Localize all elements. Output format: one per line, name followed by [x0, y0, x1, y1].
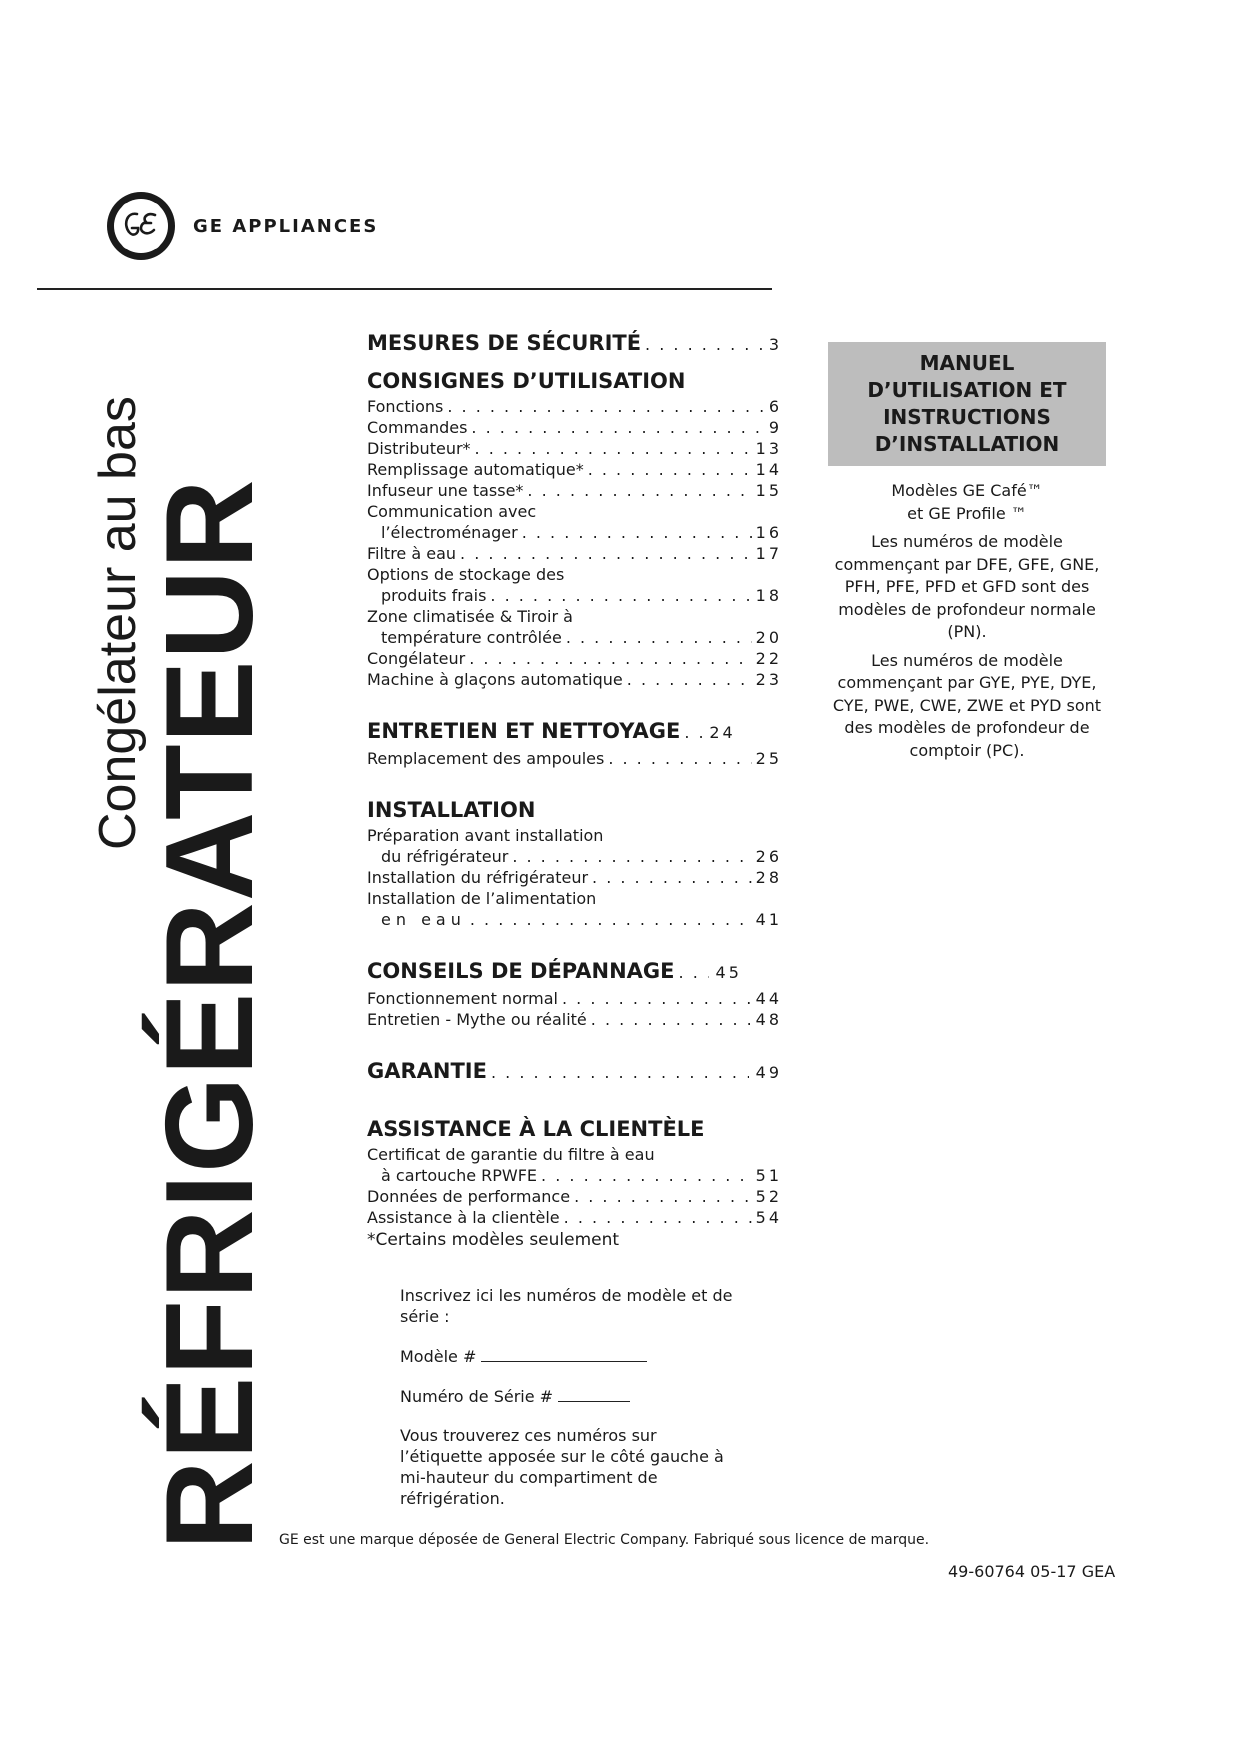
toc-entry: Certificat de garantie du filtre à eau	[367, 1145, 655, 1164]
toc-entry[interactable]: Assistance à la clientèle . . . 54	[367, 1207, 782, 1228]
badge-line: D’INSTALLATION	[874, 432, 1060, 456]
brand-header	[105, 190, 378, 262]
toc-entry[interactable]: Données de performance . . . 52	[367, 1186, 782, 1207]
badge-line: D’UTILISATION ET	[867, 378, 1067, 402]
toc-entry: Installation de l’alimentation	[367, 889, 597, 908]
model-line[interactable]	[481, 1345, 647, 1362]
brand-name: GE APPLIANCES	[193, 215, 379, 237]
document-number: 49-60764 05-17 GEA	[948, 1562, 1116, 1581]
toc-section-heading[interactable]: CONSEILS DE DÉPANNAGE . . . 45	[367, 956, 782, 988]
ge-monogram-icon	[105, 190, 177, 262]
serial-field-row	[400, 1385, 740, 1407]
toc-entry: Communication avec	[367, 502, 537, 521]
record-intro: Inscrivez ici les numéros de modèle et de série :	[400, 1286, 733, 1326]
toc-entry[interactable]: l’électroménager . . . 16	[367, 522, 782, 543]
badge-line: INSTRUCTIONS	[883, 405, 1051, 429]
manual-type-badge	[828, 342, 1106, 466]
toc-section-installation	[367, 795, 782, 930]
toc-entry[interactable]: Distributeur* . . . 13	[367, 438, 782, 459]
serial-line[interactable]	[558, 1385, 630, 1402]
toc-section-assistance	[367, 1114, 782, 1228]
model-brands: Modèles GE Café™ et GE Profile ™	[891, 481, 1043, 523]
toc-entry[interactable]: Installation du réfrigérateur . . . 28	[367, 867, 782, 888]
toc-entry: Préparation avant installation	[367, 826, 604, 845]
toc-entry: Options de stockage des	[367, 565, 565, 584]
toc-entry[interactable]: Congélateur . . . 22	[367, 648, 782, 669]
vertical-title-sub: Congélateur au bas	[89, 396, 147, 850]
model-field-row	[400, 1345, 740, 1367]
toc-section-heading[interactable]: ENTRETIEN ET NETTOYAGE . . . 24	[367, 716, 782, 748]
toc-section-maintenance	[367, 716, 782, 769]
toc-entry: Zone climatisée & Tiroir à	[367, 607, 573, 626]
toc-section-heading: INSTALLATION	[367, 798, 536, 822]
badge-line: MANUEL	[919, 351, 1015, 375]
footnote: *Certains modèles seulement	[367, 1230, 620, 1250]
toc-section-usage	[367, 366, 782, 690]
toc-entry[interactable]: température contrôlée . . . 20	[367, 627, 782, 648]
toc-section-security	[367, 328, 782, 360]
toc-entry[interactable]: en eau . . . 41	[367, 909, 782, 930]
toc-entry[interactable]: du réfrigérateur . . . 26	[367, 846, 782, 867]
header-divider	[37, 288, 772, 290]
toc-section-troubleshooting	[367, 956, 782, 1030]
toc-entry[interactable]: Remplacement des ampoules . . . 25	[367, 748, 782, 769]
toc-entry[interactable]: à cartouche RPWFE . . . 51	[367, 1165, 782, 1186]
model-pc-info: Les numéros de modèle commençant par GYE, PYE, DYE, CYE, PWE, CWE, ZWE et PYD sont des modèles de profondeur de comptoir (PC).	[832, 650, 1102, 760]
vertical-title-main: RÉFRIGÉRATEUR	[141, 478, 279, 1550]
record-location: Vous trouverez ces numéros sur l’étiquette apposée sur le côté gauche à mi-hauteur du compartiment de réfrigération.	[400, 1426, 724, 1508]
toc-section-heading: ASSISTANCE À LA CLIENTÈLE	[367, 1117, 705, 1141]
toc-section-heading: CONSIGNES D’UTILISATION	[367, 369, 686, 393]
model-info	[818, 480, 1116, 768]
model-pn-info: Les numéros de modèle commençant par DFE, GFE, GNE, PFH, PFE, PFD et GFD sont des modèles de profondeur normale (PN).	[834, 532, 1100, 641]
trademark-notice: GE est une marque déposée de General Electric Company. Fabriqué sous licence de marque.	[279, 1532, 930, 1548]
toc-entry[interactable]: Commandes . . . 9	[367, 417, 782, 438]
toc-entry[interactable]: Entretien - Mythe ou réalité . . . 48	[367, 1009, 782, 1030]
toc-entry[interactable]: Fonctions . . . 6	[367, 396, 782, 417]
table-of-contents	[367, 328, 782, 1254]
toc-entry[interactable]: Infuseur une tasse* . . . 15	[367, 480, 782, 501]
record-numbers-block	[400, 1285, 740, 1527]
model-label: Modèle #	[400, 1347, 477, 1366]
toc-section-warranty	[367, 1056, 782, 1088]
toc-section-heading[interactable]: GARANTIE . . . 49	[367, 1056, 782, 1088]
toc-entry[interactable]: Machine à glaçons automatique . . . 23	[367, 669, 782, 690]
toc-section-heading[interactable]: MESURES DE SÉCURITÉ . . . 3	[367, 328, 782, 360]
toc-entry[interactable]: Filtre à eau . . . 17	[367, 543, 782, 564]
toc-entry[interactable]: Remplissage automatique* . . . 14	[367, 459, 782, 480]
toc-entry[interactable]: Fonctionnement normal . . . 44	[367, 988, 782, 1009]
serial-label: Numéro de Série #	[400, 1387, 554, 1406]
toc-entry[interactable]: produits frais . . . 18	[367, 585, 782, 606]
